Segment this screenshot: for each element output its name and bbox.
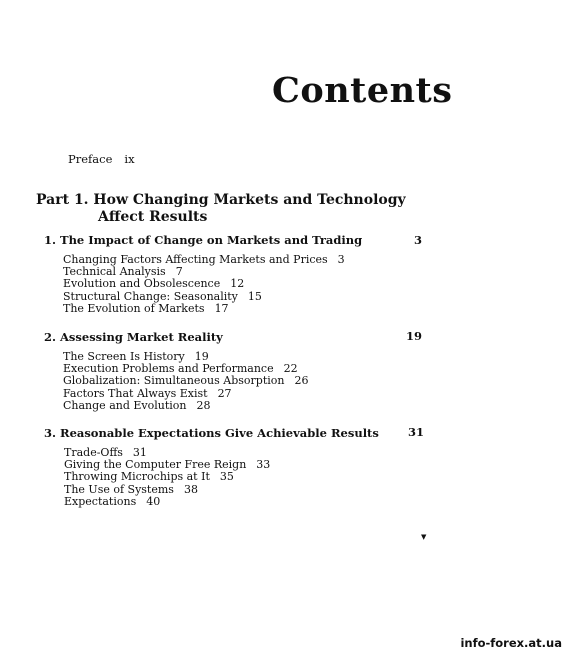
entry-label: The Use of Systems	[64, 482, 174, 496]
chapter-1-entries	[63, 254, 345, 315]
entry-page: 28	[196, 398, 211, 412]
entry-label: The Evolution of Markets	[63, 301, 205, 315]
entry-page: 35	[219, 470, 234, 484]
entry-label: Change and Evolution	[63, 398, 187, 412]
chapter-2-entries	[63, 351, 308, 412]
entry-page: 22	[283, 362, 298, 376]
entry-label: Globalization: Simultaneous Absorption	[63, 374, 285, 388]
list-item	[63, 303, 345, 315]
chapter-2-page: 19	[406, 329, 423, 343]
entry-label: Giving the Computer Free Reign	[64, 458, 247, 472]
entry-label: Trade-Offs	[64, 446, 123, 459]
preface-label: Preface	[68, 152, 113, 166]
watermark: info-forex.at.ua	[460, 636, 562, 650]
entry-label: Factors That Always Exist	[63, 386, 208, 400]
chapter-3-heading: 3. Reasonable Expectations Give Achievable Results	[44, 426, 379, 440]
entry-label: Technical Analysis	[63, 265, 166, 279]
part-heading-line1: Part 1. How Changing Markets and Technology	[36, 192, 406, 208]
entry-page: 15	[247, 289, 262, 303]
page-title: Contents	[272, 70, 453, 111]
part-heading	[36, 192, 406, 226]
entry-page: 12	[230, 277, 245, 291]
chapter-3-entries	[64, 447, 270, 508]
entry-label: Expectations	[64, 494, 137, 508]
entry-label: Throwing Microchips at It	[64, 470, 210, 484]
preface-page: ix	[124, 152, 135, 166]
part-heading-line2: Affect Results	[98, 209, 208, 225]
entry-label: Changing Factors Affecting Markets and Prices	[63, 253, 328, 266]
chapter-3-page: 31	[408, 425, 425, 439]
preface-entry	[68, 152, 135, 166]
chapter-1-heading: 1. The Impact of Change on Markets and Trading	[44, 233, 363, 247]
entry-label: Evolution and Obsolescence	[63, 277, 221, 291]
entry-label: The Screen Is History	[63, 350, 185, 363]
list-item	[64, 496, 270, 508]
entry-page: 3	[337, 253, 345, 266]
entry-page: 31	[132, 446, 147, 459]
entry-label: Execution Problems and Performance	[63, 362, 274, 376]
entry-page: 33	[256, 458, 271, 472]
entry-page: 7	[175, 265, 183, 279]
entry-page: 19	[194, 350, 209, 363]
entry-page: 27	[217, 386, 232, 400]
entry-page: 26	[294, 374, 309, 388]
entry-page: 38	[183, 482, 198, 496]
entry-label: Structural Change: Seasonality	[63, 289, 238, 303]
entry-page: 40	[146, 494, 161, 508]
chapter-2-heading: 2. Assessing Market Reality	[44, 330, 223, 344]
continue-arrow-icon: ▼	[421, 533, 427, 541]
list-item	[63, 400, 308, 412]
entry-page: 17	[214, 301, 229, 315]
chapter-1-page: 3	[414, 233, 423, 247]
